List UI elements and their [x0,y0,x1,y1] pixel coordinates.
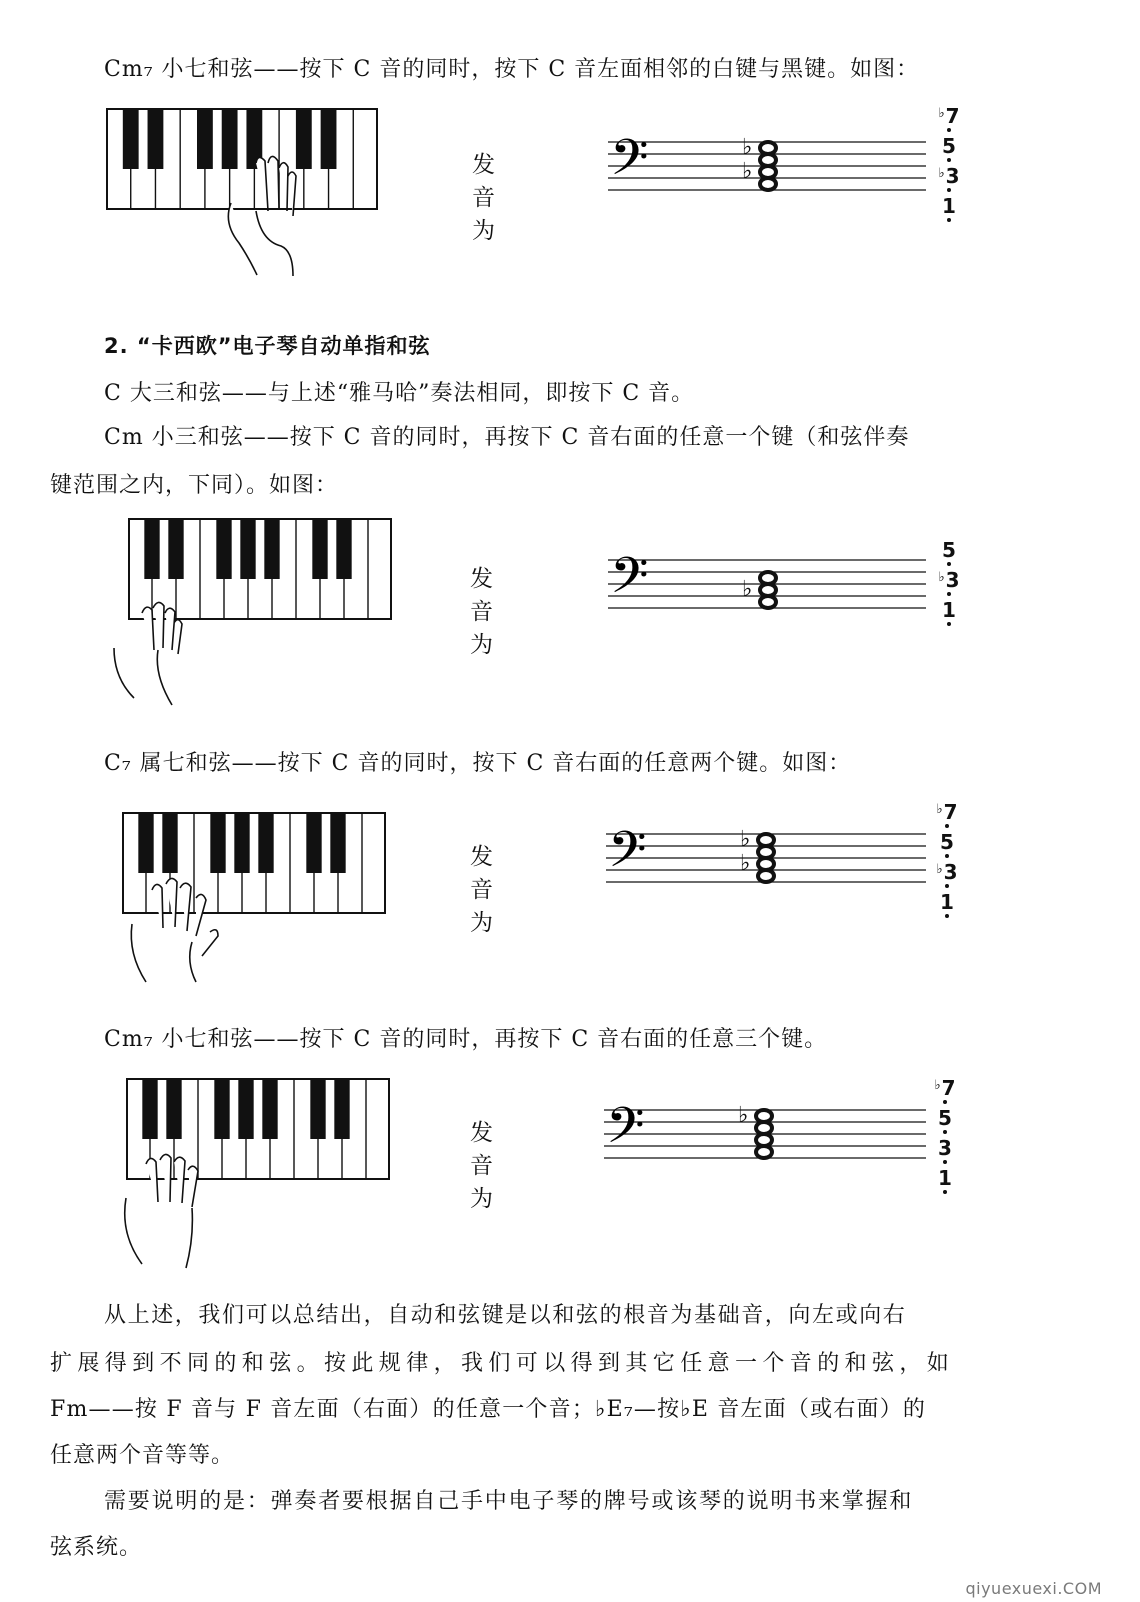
summary-text-1: 从上述，我们可以总结出，自动和弦键是以和弦的根音为基础音，向左或向右 [104,1303,907,1328]
note-text-1: 需要说明的是：弹奏者要根据自己手中电子琴的牌号或该琴的说明书来掌握和 [104,1489,914,1514]
summary-text-2: 扩展得到不同的和弦。按此规律，我们可以得到其它任意一个音的和弦，如 [50,1351,955,1376]
flat-sign: ♭ [742,577,753,602]
svg-text:𝄢: 𝄢 [606,1097,645,1167]
jianpu-number [930,1164,960,1192]
flat-sign: ♭ [934,1078,941,1093]
flat-sign: ♭ [938,166,945,181]
black-key [166,1079,181,1139]
scale-degree: 7 [941,1076,956,1100]
keyboard-keys [107,109,377,209]
chord-notes [742,572,776,608]
jianpu-number [934,102,964,134]
summary-text-3: Fm——按 F 音与 F 音左面（右面）的任意一个音；♭E₇—按♭E 音左面（或右面）的 [50,1397,927,1422]
flat-sign: ♭ [738,1103,749,1128]
black-key [336,519,351,579]
jianpu-number [934,596,964,624]
note-head [758,834,774,846]
jianpu-number [934,132,964,160]
flat-sign: ♭ [936,802,943,817]
black-key [240,519,255,579]
black-key [162,813,177,873]
watermark: qiyuexuexi.COM [965,1579,1102,1598]
svg-text:𝄢: 𝄢 [608,821,647,891]
low-octave-dot [947,622,951,626]
keyboard-illustration [128,518,392,708]
black-key [144,519,159,579]
black-key [330,813,345,873]
scale-degree: 7 [945,104,960,128]
note-head [756,1110,772,1122]
note-text-2: 弦系统。 [50,1535,143,1560]
chord-notes [742,135,776,190]
cm-minor-text-1: Cm 小三和弦——按下 C 音的同时，再按下 C 音右面的任意一个键（和弦伴奏 [104,425,910,450]
scale-degree: 1 [940,890,954,914]
scale-degree: 5 [942,538,956,562]
c-major-text: C 大三和弦——与上述“雅马哈”奏法相同，即按下 C 音。 [104,381,695,406]
black-key [168,519,183,579]
scale-degree: 7 [943,800,958,824]
scale-degree: 5 [942,134,956,158]
sound-label: 发音为 [470,844,496,936]
black-key [310,1079,325,1139]
jianpu-number [930,1104,960,1132]
black-key [123,109,139,169]
svg-text:𝄢: 𝄢 [610,129,649,199]
sound-label: 发音为 [470,566,496,658]
c7-text: C₇ 属七和弦——按下 C 音的同时，按下 C 音右面的任意两个键。如图： [104,751,852,776]
jianpu-number [930,1074,960,1106]
bass-clef-staff [604,1090,926,1182]
svg-text:𝄢: 𝄢 [610,547,649,617]
jianpu-number [934,162,964,194]
keyboard-illustration [106,108,378,276]
summary-text-4: 任意两个音等等。 [50,1443,235,1468]
flat-sign: ♭ [938,570,945,585]
chord-notes [740,827,774,882]
bass-clef-staff [608,122,926,214]
jianpu-number [930,1134,960,1162]
section-title: 2. “卡西欧”电子琴自动单指和弦 [104,334,431,358]
black-key [296,109,312,169]
scale-degree: 1 [938,1166,952,1190]
scale-degree: 3 [938,1136,952,1160]
black-key [264,519,279,579]
keyboard-illustration [122,812,386,984]
bass-clef-staff [608,540,926,632]
scale-degree: 5 [938,1106,952,1130]
scale-degree: 1 [942,598,956,622]
scale-degree: 3 [945,568,960,592]
jianpu-number [932,828,962,856]
flat-sign: ♭ [936,862,943,877]
chord-notes [738,1103,772,1158]
keyboard-frame [129,519,391,619]
jianpu-number [934,536,964,564]
black-key [321,109,337,169]
black-key [306,813,321,873]
black-key [222,109,238,169]
flat-sign: ♭ [938,106,945,121]
cm7-casio-text: Cm₇ 小七和弦——按下 C 音的同时，再按下 C 音右面的任意三个键。 [104,1027,828,1052]
scale-degree: 3 [945,164,960,188]
black-key [258,813,273,873]
black-key [334,1079,349,1139]
jianpu-number [932,798,962,830]
black-key [197,109,213,169]
scale-degree: 3 [943,860,958,884]
bass-clef-staff [606,814,926,906]
black-key [234,813,249,873]
black-key [148,109,164,169]
low-octave-dot [943,1190,947,1194]
scale-degree: 1 [942,194,956,218]
black-key [142,1079,157,1139]
black-key [238,1079,253,1139]
black-key [216,519,231,579]
jianpu-number [932,858,962,890]
scale-degree: 5 [940,830,954,854]
black-key [138,813,153,873]
jianpu-number [932,888,962,916]
low-octave-dot [945,914,949,918]
jianpu-number [934,192,964,220]
note-head [760,142,776,154]
black-key [210,813,225,873]
keyboard-illustration [126,1078,390,1274]
flat-sign: ♭ [740,827,751,852]
note-head [760,572,776,584]
hand-illustration [114,602,182,705]
sound-label: 发音为 [470,1120,496,1212]
black-key [262,1079,277,1139]
keyboard-frame [107,109,377,209]
black-key [312,519,327,579]
black-key [214,1079,229,1139]
flat-sign: ♭ [742,135,753,160]
jianpu-number [934,566,964,598]
keyboard-keys [129,519,391,619]
flat-sign: ♭ [740,851,751,876]
cm7-intro-text: Cm₇ 小七和弦——按下 C 音的同时，按下 C 音左面相邻的白键与黑键。如图： [104,57,920,82]
cm-minor-text-2: 键范围之内，下同）。如图： [50,473,339,498]
low-octave-dot [947,218,951,222]
flat-sign: ♭ [742,159,753,184]
sound-label: 发音为 [472,152,498,244]
